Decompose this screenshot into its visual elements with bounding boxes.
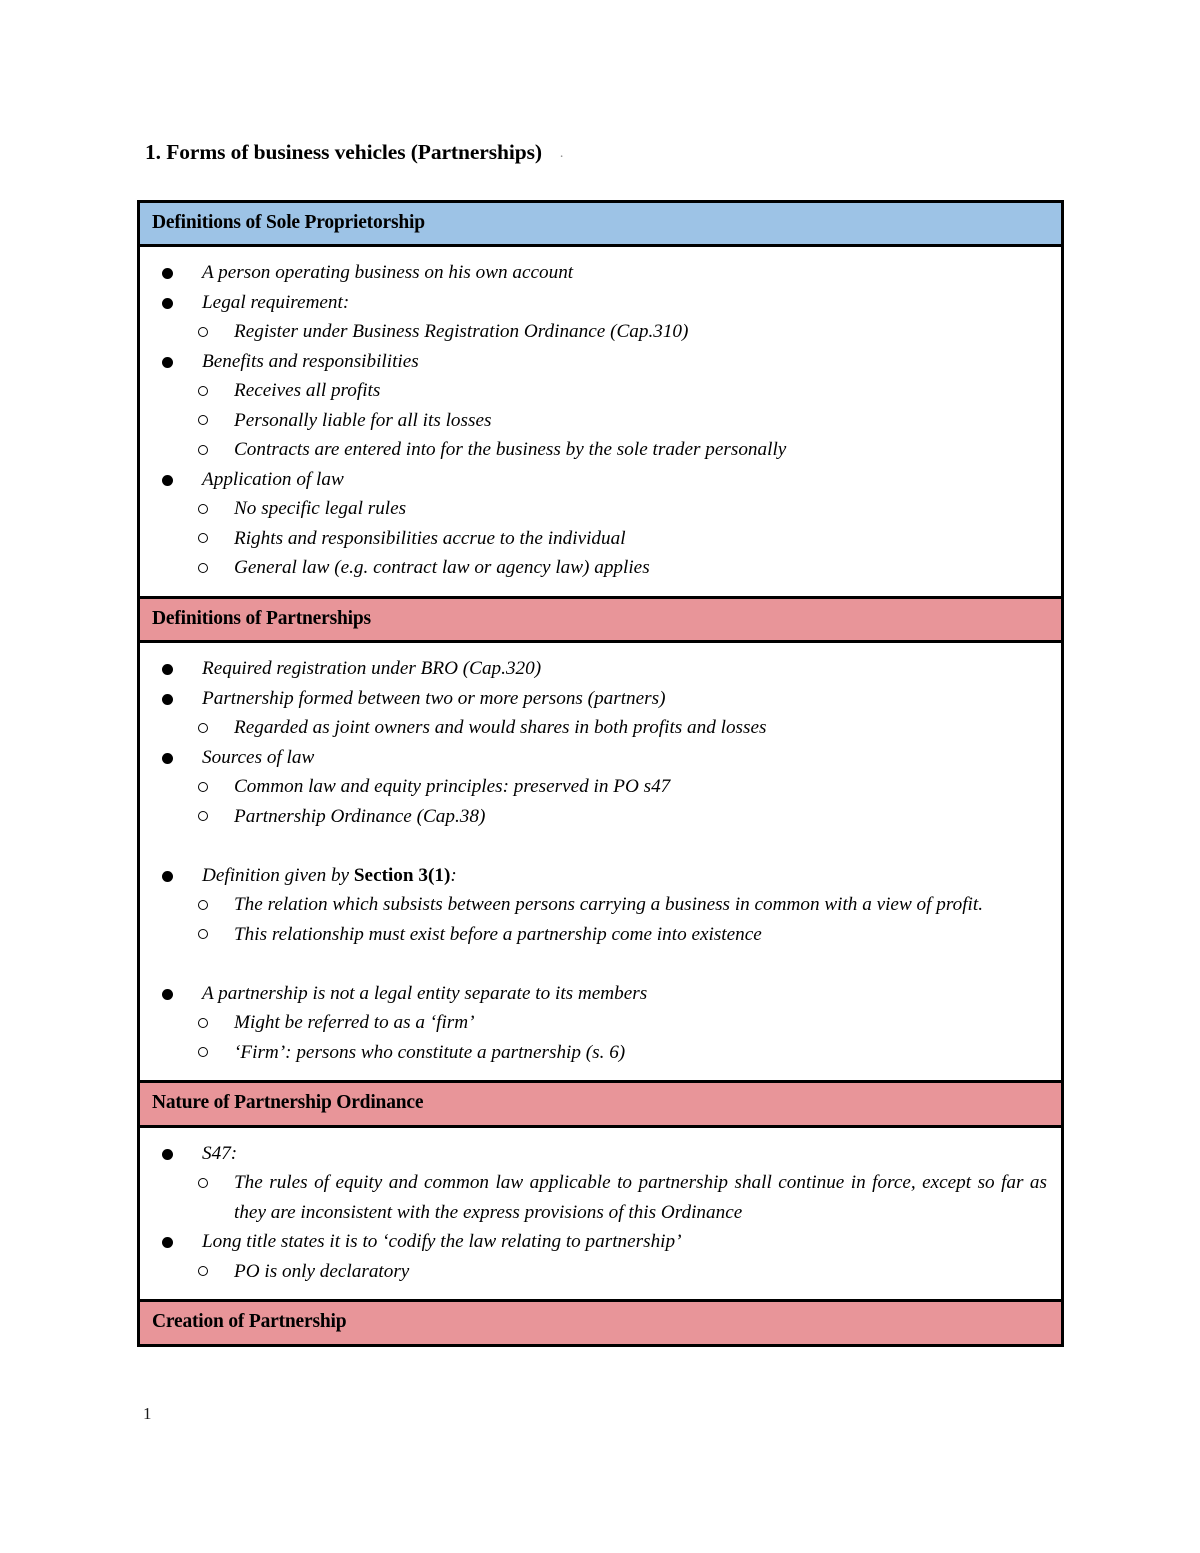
list-item-text: Legal requirement: [202,291,350,313]
list-item-text: Partnership Ordinance (Cap.38) [234,805,486,827]
list-item-text: S47: [202,1142,238,1164]
notes-table-body [139,202,1063,1346]
table-row-body [139,246,1063,598]
list-item [154,772,1047,802]
bullet-list [154,258,1047,583]
list-item [154,713,1047,743]
list-item-text: A person operating business on his own account [202,262,574,284]
list-item [154,861,1047,891]
list-item-text: Contracts are entered into for the business by the sole trader personally [234,439,787,461]
section-body-sole-proprietorship [139,246,1063,598]
list-item [154,920,1047,950]
list-item [154,524,1047,554]
list-item-text: ‘Firm’: persons who constitute a partnership (s. 6) [234,1041,626,1063]
list-item-text: PO is only declaratory [234,1260,410,1282]
list-item [154,1257,1047,1287]
list-item-text: Long title states it is to ‘codify the law relating to partnership’ [202,1231,682,1253]
list-item [154,1008,1047,1038]
section-header-creation-of-partnership: Creation of Partnership [139,1301,1063,1345]
list-item [154,317,1047,347]
list-item [154,979,1047,1009]
list-item-text: Might be referred to as a ‘firm’ [234,1012,475,1034]
list-item-text: Register under Business Registration Ordinance (Cap.310) [234,321,689,343]
table-row-header [139,597,1063,641]
list-item-text: No specific legal rules [234,498,407,520]
bullet-list [154,654,1047,1067]
list-item [154,684,1047,714]
title-trailing-mark: . [559,146,564,161]
page-title [145,140,563,165]
list-item [154,406,1047,436]
list-item [154,654,1047,684]
list-item [154,435,1047,465]
list-item [154,288,1047,318]
list-item-text: The relation which subsists between persons carrying a business in common with a view of profit. [234,894,983,916]
list-item [154,743,1047,773]
list-item [154,376,1047,406]
list-item-text: Benefits and responsibilities [202,350,419,372]
list-item-text: Personally liable for all its losses [234,409,492,431]
list-item [154,802,1047,832]
list-item-text: Rights and responsibilities accrue to the individual [234,527,626,549]
list-item [154,1168,1047,1227]
page-number: 1 [143,1404,152,1423]
section-header-definitions-of-partnerships: Definitions of Partnerships [139,597,1063,641]
list-item-text: Sources of law [202,746,315,768]
list-item-text: The rules of equity and common law applicable to partnership shall continue in force, except so far as they are inconsistent with the express provisions of this Ordinance [234,1172,1047,1223]
blank-line [154,949,1047,979]
list-item-text: This relationship must exist before a partnership come into existence [234,923,762,945]
list-item-text: A partnership is not a legal entity separate to its members [202,982,648,1004]
list-item-text: Receives all profits [234,380,381,402]
list-item [154,494,1047,524]
table-row-body [139,1126,1063,1301]
list-item [154,553,1047,583]
list-item [154,1038,1047,1068]
list-item-text: Application of law [202,468,344,490]
list-item [154,347,1047,377]
section-body-definitions-of-partnerships [139,642,1063,1082]
list-item-text [202,861,1047,891]
table-row-header [139,1082,1063,1126]
section-header-sole-proprietorship: Definitions of Sole Proprietorship [139,202,1063,246]
list-item-text-prefix: Definition given by [202,864,354,886]
table-row-header [139,1301,1063,1345]
list-item-text: Partnership formed between two or more persons (partners) [202,687,666,709]
section-body-nature-of-partnership-ordinance [139,1126,1063,1301]
list-item [154,1139,1047,1169]
list-item-text: Required registration under BRO (Cap.320) [202,658,542,680]
table-row-body [139,642,1063,1082]
notes-table [137,200,1064,1347]
list-item-text: Regarded as joint owners and would shares in both profits and losses [234,717,767,739]
statute-reference: Section 3(1) [353,864,451,886]
section-header-nature-of-partnership-ordinance: Nature of Partnership Ordinance [139,1082,1063,1126]
page-title-text: 1. Forms of business vehicles (Partnerships) [145,140,542,164]
list-item [154,890,1047,920]
table-row-header [139,202,1063,246]
blank-line [154,831,1047,861]
list-item [154,258,1047,288]
bullet-list [154,1139,1047,1287]
list-item [154,465,1047,495]
list-item-text: Common law and equity principles: preserved in PO s47 [234,776,671,798]
list-item-text: General law (e.g. contract law or agency law) applies [234,557,650,579]
list-item-text-suffix: : [450,864,457,886]
list-item [154,1227,1047,1257]
